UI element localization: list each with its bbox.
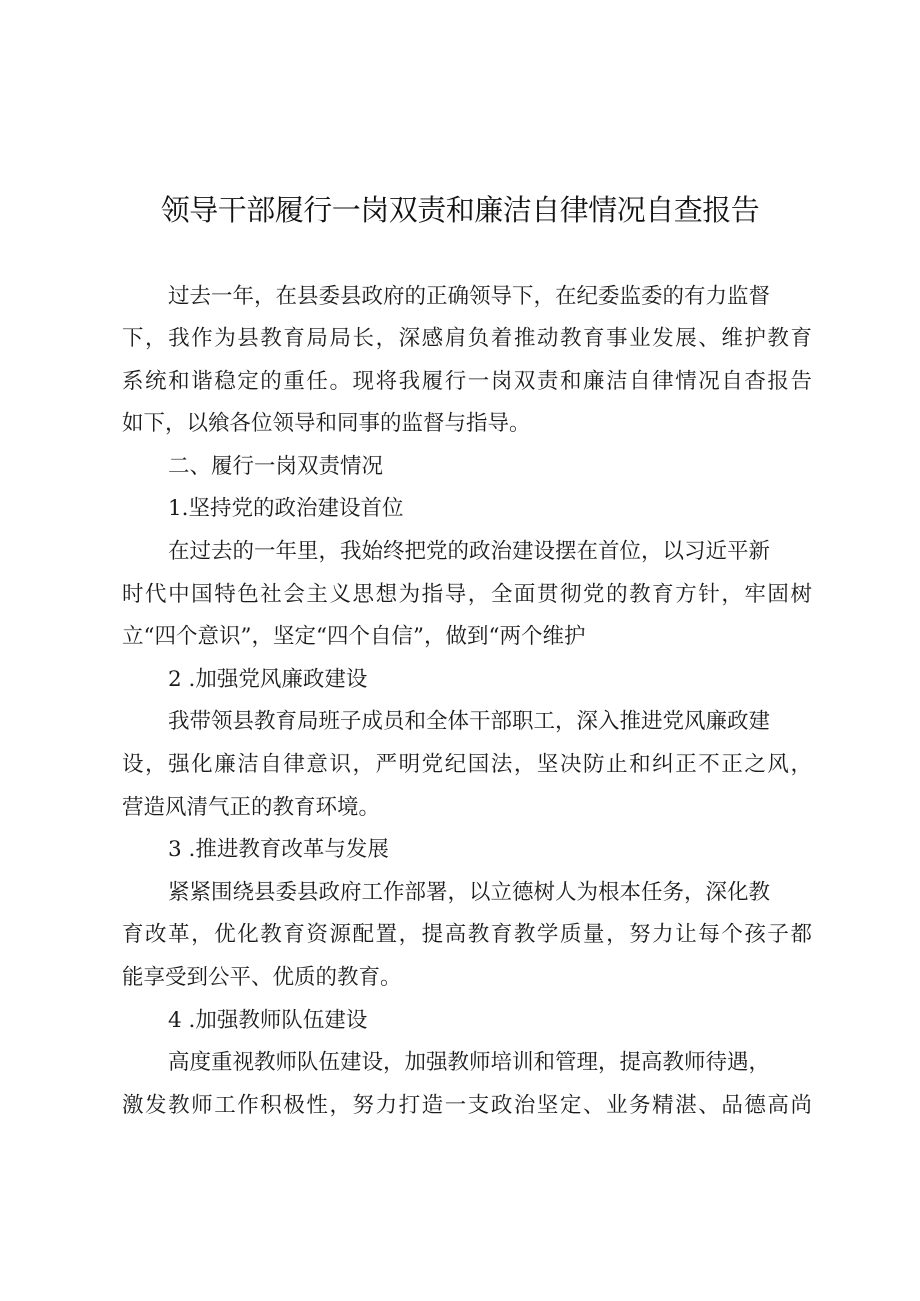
paragraph-line: 在过去的一年里，我始终把党的政治建设摆在首位，以习近平新 xyxy=(168,539,771,564)
paragraph-line: 设，强化廉洁自律意识，严明党纪国法，坚决防止和纠正不正之风， xyxy=(122,752,812,777)
paragraph-line: 我带领县教育局班子成员和全体干部职工，深入推进党风廉政建 xyxy=(168,709,771,734)
paragraph-line: 能享受到公平、优质的教育。 xyxy=(122,965,402,990)
subsection-heading: 3 .推进教育改革与发展 xyxy=(168,837,389,862)
paragraph-line: 下，我作为县教育局局长，深感肩负着推动教育事业发展、维护教育 xyxy=(122,326,812,351)
section-heading: 二、履行一岗双责情况 xyxy=(168,454,384,479)
paragraph-line: 时代中国特色社会主义思想为指导，全面贯彻党的教育方针，牢固树 xyxy=(122,582,812,607)
subsection-heading: 4 .加强教师队伍建设 xyxy=(168,1008,368,1033)
document-title: 领导干部履行一岗双责和廉洁自律情况自查报告 xyxy=(160,193,760,227)
paragraph-line: 系统和谐稳定的重任。现将我履行一岗双责和廉洁自律情况自杳报告 xyxy=(122,369,812,394)
paragraph-line: 营造风清气正的教育环境。 xyxy=(122,795,381,820)
paragraph-line: 立“四个意识”，坚定“四个自信”，做到“两个维护 xyxy=(122,624,586,649)
subsection-heading: 1.坚持党的政治建设首位 xyxy=(168,496,404,521)
paragraph-line: 育改革，优化教育资源配置，提高教育教学质量，努力让每个孩子都 xyxy=(122,922,812,947)
subsection-heading: 2 .加强党风廉政建设 xyxy=(168,667,368,692)
paragraph-line: 高度重视教师队伍建设，加强教师培训和管理，提高教师待遇， xyxy=(168,1050,771,1075)
paragraph-line: 如下，以飨各位领导和同事的监督与指导。 xyxy=(122,411,531,436)
paragraph-line: 过去一年，在县委县政府的正确领导下，在纪委监委的有力监督 xyxy=(168,284,771,309)
paragraph-line: 紧紧围绕县委县政府工作部署，以立德树人为根本任务，深化教 xyxy=(168,880,771,905)
paragraph-line: 激发教师工作积极性，努力打造一支政治坚定、业务精湛、品德高尚 xyxy=(122,1093,812,1118)
